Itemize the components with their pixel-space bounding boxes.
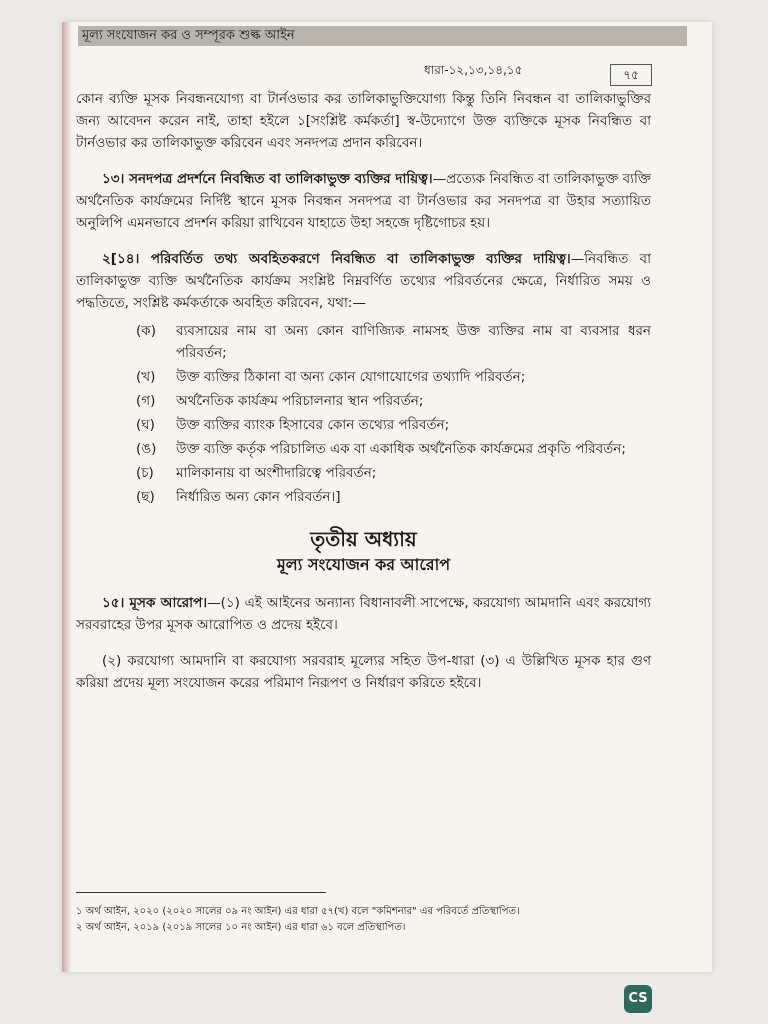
chapter-title: তৃতীয় অধ্যায়	[310, 527, 417, 551]
camscanner-logo-icon: CS	[624, 985, 652, 1013]
body-text	[76, 62, 651, 708]
list-item	[136, 414, 651, 436]
list-item	[136, 486, 651, 508]
footnote-2: ২ অর্থ আইন, ২০১৯ (২০১৯ সালের ১০ নং আইন) এর ধারা ৬১ বলে প্রতিস্থাপিত।	[76, 922, 406, 933]
book-page	[62, 22, 712, 972]
list-text: উক্ত ব্যক্তি কর্তৃক পরিচালিত এক বা একাধিক অর্থনৈতিক কার্যক্রমের প্রকৃতি পরিবর্তন;	[176, 441, 626, 457]
para-continuation: কোন ব্যক্তি মূসক নিবন্ধনযোগ্য বা টার্নওভার কর তালিকাভুক্তিযোগ্য কিন্তু তিনি নিবন্ধন বা তালিকাভুক্তির জন্য আবেদন করেন নাই, তাহা হইলে ১[সংশ্লিষ্ট কর্মকর্তা] স্ব-উদ্যোগে উক্ত ব্যক্তিকে মূসক নিবন্ধিত বা টার্নওভার কর তালিকাভুক্ত করিবেন এবং সনদপত্র প্রদান করিবেন।	[76, 91, 651, 151]
chapter-subtitle: মূল্য সংযোজন কর আরোপ	[276, 555, 451, 574]
section-13-heading: ১৩। সনদপত্র প্রদর্শনে নিবন্ধিত বা তালিকাভুক্ত ব্যক্তির দায়িত্ব।	[102, 171, 433, 187]
section-14-text: —নিবন্ধিত বা তালিকাভুক্ত ব্যক্তি অর্থনৈতিক কার্যক্রম সংশ্লিষ্ট নিম্নবর্ণিত তথ্যের পরিবর্তনের ক্ষেত্রে, নির্ধারিত সময় ও পদ্ধতিতে, সংশ্লিষ্ট কর্মকর্তাকে অবহিত করিবেন, যথা:—	[76, 251, 651, 311]
list-marker: (ছ)	[136, 489, 155, 505]
page-edge-shadow	[62, 22, 72, 972]
list-text: ব্যবসায়ের নাম বা অন্য কোন বাণিজ্যিক নামসহ উক্ত ব্যক্তির নাম বা ব্যবসার ধরন পরিবর্তন;	[176, 323, 651, 361]
section-range: ধারা-১২,১৩,১৪,১৫	[424, 63, 523, 77]
page-number: ৭৫	[610, 64, 652, 86]
list-text: মালিকানায় বা অংশীদারিত্বে পরিবর্তন;	[176, 465, 377, 481]
list-marker: (চ)	[136, 465, 154, 481]
list-text: উক্ত ব্যক্তির ব্যাংক হিসাবের কোন তথ্যের পরিবর্তন;	[176, 417, 450, 433]
list-marker: (ঘ)	[136, 417, 155, 433]
section-14-heading: ২[১৪। পরিবর্তিত তথ্য অবহিতকরণে নিবন্ধিত বা তালিকাভুক্ত ব্যক্তির দায়িত্ব।	[102, 251, 571, 267]
list-text: অর্থনৈতিক কার্যক্রম পরিচালনার স্থান পরিবর্তন;	[176, 393, 424, 409]
footnotes	[76, 904, 676, 936]
running-title: মূল্য সংযোজন কর ও সম্পূরক শুল্ক আইন	[82, 28, 295, 43]
section-14	[76, 248, 651, 314]
section-15-sub-2: (২) করযোগ্য আমদানি বা করযোগ্য সরবরাহ মূল্যের সহিত উপ-ধারা (৩) এ উল্লিখিত মূসক হার গুণ করিয়া প্রদেয় মূল্য সংযোজন করের পরিমাণ নিরূপণ ও নির্ধারণ করিতে হইবে।	[76, 653, 651, 691]
list-marker: (ঙ)	[136, 441, 157, 457]
list-marker: (খ)	[136, 369, 156, 385]
list-text: নির্ধারিত অন্য কোন পরিবর্তন।]	[176, 489, 341, 505]
list-item	[136, 366, 651, 388]
section-14-list	[136, 320, 651, 508]
footnote-divider	[76, 892, 326, 893]
list-item	[136, 390, 651, 412]
list-item	[136, 438, 651, 460]
list-marker: (ক)	[136, 323, 156, 339]
list-marker: (গ)	[136, 393, 156, 409]
list-item	[136, 320, 651, 364]
section-13-text: —প্রত্যেক নিবন্ধিত বা তালিকাভুক্ত ব্যক্তি অর্থনৈতিক কার্যক্রমের নির্দিষ্ট স্থানে মূসক নিবন্ধন সনদপত্র বা টার্নওভার কর সনদপত্র বা উহার সত্যায়িত অনুলিপি এমনভাবে প্রদর্শন করিয়া রাখিবেন যাহাতে উহা সহজে দৃষ্টিগোচর হয়।	[76, 171, 651, 231]
section-13	[76, 168, 651, 234]
footnote-1: ১ অর্থ আইন, ২০২০ (২০২০ সালের ০৯ নং আইন) এর ধারা ৫৭(খ) বলে "কমিশনার" এর পরিবর্তে প্রতিস্থাপিত।	[76, 906, 520, 917]
list-text: উক্ত ব্যক্তির ঠিকানা বা অন্য কোন যোগাযোগের তথ্যাদি পরিবর্তন;	[176, 369, 526, 385]
section-15	[76, 592, 651, 636]
section-15-heading: ১৫। মূসক আরোপ।	[102, 595, 208, 611]
section-15-text: —(১) এই আইনের অন্যান্য বিধানাবলী সাপেক্ষে, করযোগ্য আমদানি এবং করযোগ্য সরবরাহের উপর মূসক আরোপিত ও প্রদেয় হইবে।	[76, 595, 651, 633]
running-header	[78, 26, 687, 46]
list-item	[136, 462, 651, 484]
